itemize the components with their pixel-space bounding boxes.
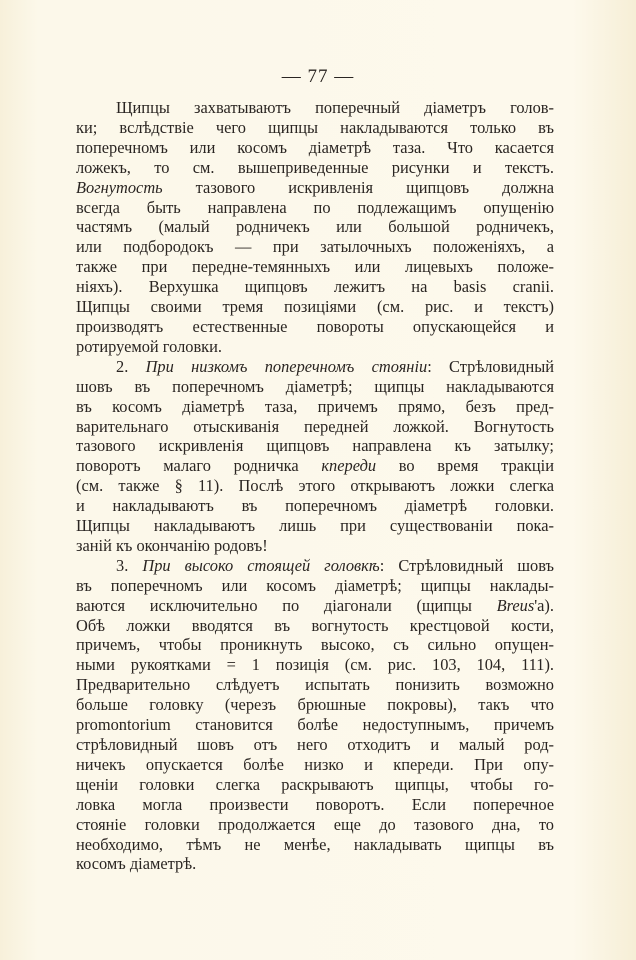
text-line [76,198,554,218]
text-run: Предварительно слѣдуетъ испытать понизить возможно [76,675,554,695]
text-run: ротируемой головки. [76,336,223,356]
text-line [76,536,554,556]
text-line [76,297,554,317]
text-run: поворотъ малаго родничка [76,456,322,476]
text-run: причемъ, чтобы проникнуть высоко, съ сильно опущен- [76,635,554,655]
text-run: ничекъ опускается болѣе низко и кпереди. При опу- [76,754,554,774]
text-run: заній къ окончанію родовъ! [76,535,268,555]
text-line [76,835,554,855]
text-run: всегда быть направлена по подлежащимъ опущенію [76,197,554,217]
text-line [76,476,554,496]
text-run: : Стрѣловидный [427,356,555,376]
text-line [76,695,554,715]
text-line [76,815,554,835]
paragraph [76,357,554,556]
paragraph [76,556,554,875]
text-line [76,178,554,198]
text-line [76,596,554,616]
text-run: частямъ (малый родничекъ или большой родничекъ, [76,217,554,237]
text-line [76,237,554,257]
text-run: тазового искривленія щипцовъ направлена къ затылку; [76,436,554,456]
text-line [76,118,554,138]
italic-text: кпереди [321,456,377,476]
text-line [76,854,554,874]
text-line [76,775,554,795]
text-run: или подбородокъ — при затылочныхъ положеніяхъ, а [76,237,554,257]
text-run: во время тракціи [376,456,554,476]
text-run: ки; вслѣдствіе чего щипцы накладываются только въ [76,117,554,137]
text-run: 2. [116,356,146,376]
text-line [76,795,554,815]
text-run: шовъ въ поперечномъ діаметрѣ; щипцы накладываются [76,376,554,396]
page-number: — 77 — [281,66,355,87]
text-line [76,158,554,178]
text-run: больше головку (черезъ брюшные покровы), такъ что [76,695,554,715]
paragraph [76,98,554,357]
text-run: ніяхъ). Верхушка щипцовъ лежитъ на basis cranii. [76,277,554,297]
text-line [76,357,554,377]
text-line [76,456,554,476]
text-run: щеніи головки слегка раскрываютъ щипцы, чтобы го- [76,774,554,794]
text-line [76,556,554,576]
text-line [76,257,554,277]
text-line [76,715,554,735]
text-line [76,655,554,675]
text-run: ными рукоятками = 1 позиція (см. рис. 103, 104, 111). [76,655,554,675]
text-run: 3. [116,555,143,575]
text-run: 'а). [534,595,554,615]
text-line [76,277,554,297]
text-run: ловка могла произвести поворотъ. Если поперечное [76,794,554,814]
text-run: варительнаго отыскиванія передней ложкой. Вогнутость [76,416,554,436]
text-line [76,436,554,456]
text-run: стрѣловидный шовъ отъ него отходитъ и малый род- [76,735,554,754]
text-run: : Стрѣловидный шовъ [379,555,555,575]
text-line [76,516,554,536]
text-line [76,337,554,357]
text-line [76,735,554,755]
text-run: Обѣ ложки вводятся въ вогнутость крестцовой кости, [76,615,554,635]
text-line [76,138,554,158]
text-run: promontorium становится болѣе недоступнымъ, причемъ [76,715,554,735]
text-line [76,217,554,237]
text-run: ваются исключительно по діагонали (щипцы [76,595,497,615]
text-run: въ поперечномъ или косомъ діаметрѣ; щипцы наклады- [76,575,554,595]
text-line [76,675,554,695]
text-run: тазового искривленія щипцовъ должна [162,177,554,197]
text-run: Щипцы захватываютъ поперечный діаметръ голов- [116,98,554,117]
text-line [76,377,554,397]
text-run: поперечномъ или косомъ діаметрѣ таза. Что касается [76,137,554,157]
italic-text: При низкомъ поперечномъ стояніи [145,356,428,376]
text-line [76,496,554,516]
text-run: необходимо, тѣмъ не менѣе, накладывать щипцы въ [76,834,554,854]
text-run: также при передне-темянныхъ или лицевыхъ положе- [76,257,554,277]
text-line [76,635,554,655]
body-text [76,98,554,874]
text-run: Щипцы своими тремя позиціями (см. рис. и текстъ) [76,297,554,317]
italic-text: Breus [496,595,535,615]
text-run: въ косомъ діаметрѣ таза, причемъ прямо, безъ пред- [76,396,554,416]
text-run: (см. также § 11). Послѣ этого открываютъ ложки слегка [76,476,554,496]
text-run: стояніе головки продолжается еще до тазового дна, то [76,814,554,834]
italic-text: При высоко стоящей головкѣ [142,555,380,575]
text-line [76,616,554,636]
text-line [76,576,554,596]
text-line [76,98,554,118]
text-line [76,317,554,337]
text-line [76,397,554,417]
text-run: косомъ діаметрѣ. [76,854,197,874]
text-line [76,417,554,437]
text-run: и накладываютъ въ поперечномъ діаметрѣ головки. [76,496,554,516]
text-run: ложекъ, то см. вышеприведенные рисунки и текстъ. [76,157,554,177]
text-run: Щипцы накладываютъ лишь при существованіи пока- [76,516,554,536]
text-run: производятъ естественные повороты опускающейся и [76,316,554,336]
text-line [76,755,554,775]
italic-text: Вогнутость [76,177,163,197]
